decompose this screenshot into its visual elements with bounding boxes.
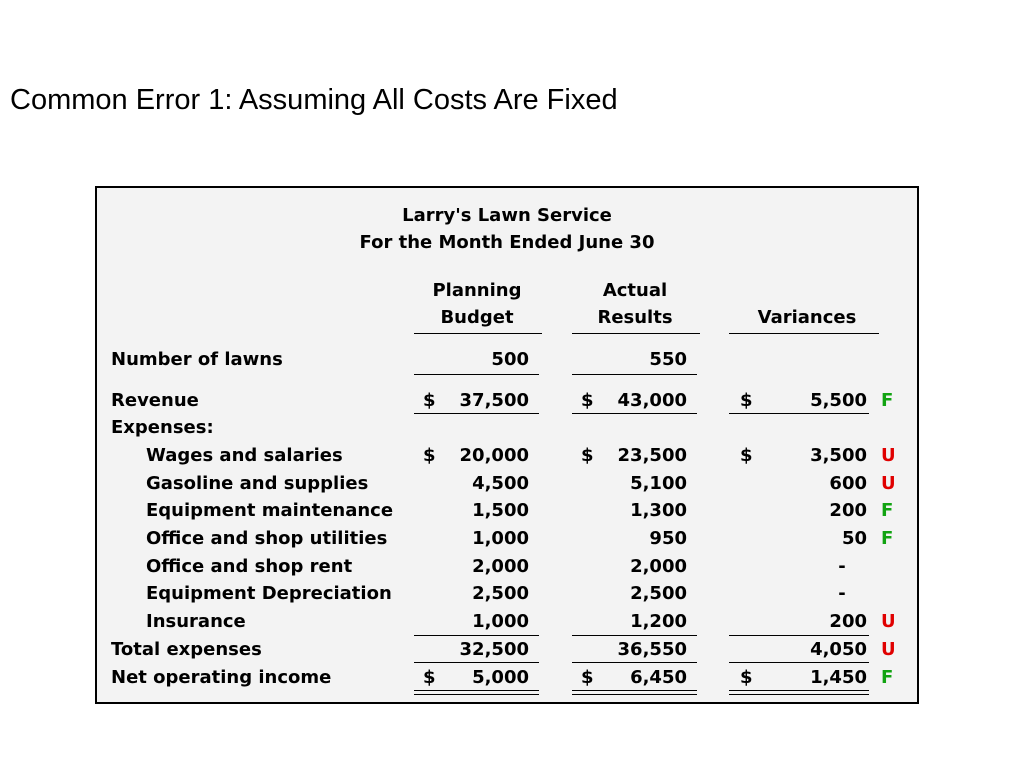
units-underline-actual — [572, 374, 697, 375]
expense-planning: 1,000 — [472, 528, 529, 549]
units-underline-planning — [414, 374, 539, 375]
currency-symbol: $ — [581, 445, 594, 466]
currency-symbol: $ — [581, 667, 594, 688]
expense-variance-flag: U — [881, 611, 896, 632]
expense-actual: 950 — [649, 528, 687, 549]
slide-title: Common Error 1: Assuming All Costs Are Fixed — [10, 84, 618, 116]
expense-actual: 1,200 — [630, 611, 687, 632]
revenue-planning: 37,500 — [459, 390, 529, 411]
expenses-underline-variance — [729, 635, 869, 636]
currency-symbol: $ — [740, 445, 753, 466]
expense-variance: 600 — [829, 473, 867, 494]
actual-header-line1: Actual — [602, 280, 668, 301]
revenue-underline-variance — [729, 413, 869, 414]
total-underline-variance — [729, 662, 869, 663]
expenses-underline-planning — [414, 635, 539, 636]
expense-planning: 2,500 — [472, 583, 529, 604]
expense-actual: 5,100 — [630, 473, 687, 494]
expense-actual: 2,000 — [630, 556, 687, 577]
expense-variance: 200 — [829, 611, 867, 632]
actual-header-line2: Results — [597, 307, 673, 328]
expense-variance: 50 — [841, 528, 867, 549]
net-operating-income-variance: 1,450 — [810, 667, 867, 688]
expense-label: Gasoline and supplies — [146, 473, 369, 494]
expenses-underline-actual — [572, 635, 697, 636]
expense-variance: 200 — [829, 500, 867, 521]
flexible-budget-report-panel — [95, 186, 919, 704]
planning-header-line2: Budget — [440, 307, 514, 328]
net-double-underline-variance — [729, 690, 869, 695]
header-underline-planning — [414, 333, 542, 334]
expense-planning: 2,000 — [472, 556, 529, 577]
total-expenses-planning: 32,500 — [459, 639, 529, 660]
total-expenses-variance: 4,050 — [810, 639, 867, 660]
expense-variance: - — [838, 556, 846, 577]
currency-symbol: $ — [581, 390, 594, 411]
header-underline-actual — [572, 333, 700, 334]
header-underline-variances — [729, 333, 879, 334]
currency-symbol: $ — [740, 667, 753, 688]
expense-variance-flag: F — [881, 500, 894, 521]
planning-header-line1: Planning — [432, 280, 522, 301]
currency-symbol: $ — [423, 667, 436, 688]
revenue-variance-flag: F — [881, 390, 894, 411]
currency-symbol: $ — [423, 445, 436, 466]
expense-actual: 1,300 — [630, 500, 687, 521]
expense-planning: 4,500 — [472, 473, 529, 494]
company-name: Larry's Lawn Service — [402, 205, 612, 226]
net-double-underline-actual — [572, 690, 697, 695]
units-actual: 550 — [649, 349, 687, 370]
expense-variance-flag: U — [881, 473, 896, 494]
expense-variance-flag: U — [881, 445, 896, 466]
revenue-actual: 43,000 — [617, 390, 687, 411]
expense-label: Equipment Depreciation — [146, 583, 392, 604]
expense-planning: 20,000 — [459, 445, 529, 466]
expense-label: Equipment maintenance — [146, 500, 394, 521]
total-expenses-variance-flag: U — [881, 639, 896, 660]
expense-label: Wages and salaries — [146, 445, 343, 466]
variances-header: Variances — [757, 307, 857, 328]
expense-variance: - — [838, 583, 846, 604]
total-underline-planning — [414, 662, 539, 663]
expense-label: Office and shop rent — [146, 556, 353, 577]
net-operating-income-variance-flag: F — [881, 667, 894, 688]
currency-symbol: $ — [423, 390, 436, 411]
revenue-underline-actual — [572, 413, 697, 414]
expense-variance: 3,500 — [810, 445, 867, 466]
expense-actual: 2,500 — [630, 583, 687, 604]
expense-planning: 1,500 — [472, 500, 529, 521]
units-label: Number of lawns — [111, 349, 283, 370]
revenue-underline-planning — [414, 413, 539, 414]
net-double-underline-planning — [414, 690, 539, 695]
expense-actual: 23,500 — [617, 445, 687, 466]
expense-planning: 1,000 — [472, 611, 529, 632]
units-planning: 500 — [491, 349, 529, 370]
revenue-variance: 5,500 — [810, 390, 867, 411]
currency-symbol: $ — [740, 390, 753, 411]
expense-label: Office and shop utilities — [146, 528, 388, 549]
report-period: For the Month Ended June 30 — [359, 232, 655, 253]
expense-variance-flag: F — [881, 528, 894, 549]
total-expenses-actual: 36,550 — [617, 639, 687, 660]
revenue-label: Revenue — [111, 390, 199, 411]
net-operating-income-actual: 6,450 — [630, 667, 687, 688]
total-underline-actual — [572, 662, 697, 663]
expenses-label: Expenses: — [111, 417, 214, 438]
total-expenses-label: Total expenses — [111, 639, 262, 660]
expense-label: Insurance — [146, 611, 246, 632]
net-operating-income-planning: 5,000 — [472, 667, 529, 688]
net-operating-income-label: Net operating income — [111, 667, 332, 688]
